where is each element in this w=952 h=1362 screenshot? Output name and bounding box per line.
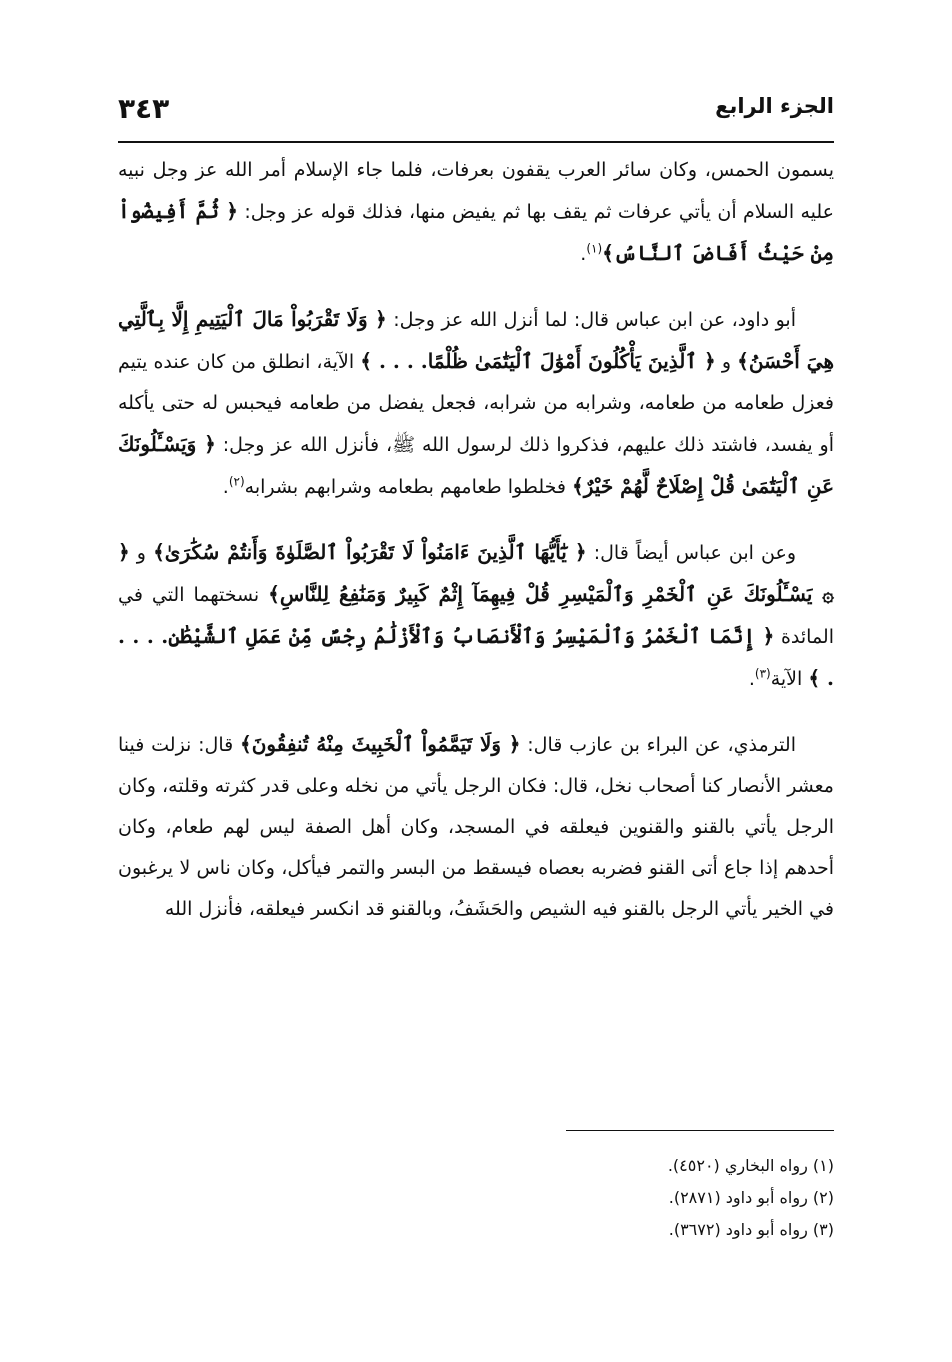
paragraph [118,724,834,930]
footnote-ref: (٢) [228,474,245,489]
part-title: الجزء الرابع [715,94,834,118]
footnote-rule [566,1130,834,1131]
header-rule [118,141,834,143]
text-run: الترمذي، عن البراء بن عازب قال: [520,734,796,756]
paragraph [118,299,834,508]
quran-verse: ﴿ يَٰٓأَيُّهَا ٱلَّذِينَ ءَامَنُواْ لَا تَقْرَبُواْ ٱلصَّلَوٰةَ وَأَنتُمْ سُكَٰرَىٰ﴾ [153,540,587,564]
text-run: الآية [770,668,809,690]
quran-verse: ﴿ ٱلَّذِينَ يَأْكُلُونَ أَمْوَٰلَ ٱلْيَتَٰمَىٰ ظُلْمًا. . . . ﴾ [360,349,716,373]
footnote: (٢) رواه أبو داود (٢٨٧١). [668,1188,834,1207]
quran-verse: ﴿ إِنَّمَا ٱلْخَمْرُ وَٱلْمَيْسِرُ وَٱلْأَنصَابُ وَٱلْأَزْلَٰمُ رِجْسٌ مِّنْ عَمَلِ ٱلشَّيْطَٰنِ. . . . . ﴾ [118,624,834,690]
page-header [118,92,834,132]
footnote-ref: (١) [586,241,603,256]
text-run: و [129,542,154,564]
text-run: . [580,243,587,265]
text-run: قال: نزلت فينا معشر الأنصار كنا أصحاب نخل، قال: فكان الرجل يأتي من نخله وعلى قدر كثرته وقلته، وكان الرجل يأتي بالقنو والقنوين فيعلقه في المسجد، وكان أهل الصفة ليس لهم طعام، وكان أحدهم إذا جاع أتى القنو فضربه بعصاه فيسقط من البسر والتمر فيأكل، وكان ناس لا يرغبون في الخير يأتي الرجل بالقنو فيه الشيص والحَشَفُ، وبالقنو قد انكسر فيعلقه، فأنزل الله [118,734,834,920]
quran-verse: ﴿ ۞ يَسْـَٔلُونَكَ عَنِ ٱلْخَمْرِ وَٱلْمَيْسِرِ قُلْ فِيهِمَآ إِثْمٌ كَبِيرٌ وَمَنَٰفِعُ لِلنَّاسِ﴾ [118,540,834,606]
text-run: و [715,351,738,373]
footnote: (٣) رواه أبو داود (٣٦٧٢). [668,1220,834,1239]
text-run: الآية، انطلق من كان عنده يتيم فعزل طعامه من طعامه، وشرابه من شرابه، فجعل يفضل من طعامه فيحبس له حتى يأكله أو يفسد، فاشتد ذلك عليهم، فذكروا ذلك لرسول الله ﷺ، فأنزل الله عز وجل: [118,351,834,456]
quran-verse: ﴿ ثُمَّ أَفِيضُواْ مِنْ حَيْثُ أَفَاضَ ٱلنَّاسُ﴾ [118,199,834,265]
text-run: أبو داود، عن ابن عباس قال: لما أنزل الله عز وجل: [386,309,796,331]
page-number: ٣٤٣ [118,92,170,125]
footnote: (١) رواه البخاري (٤٥٢٠). [667,1156,834,1175]
text-run: يسمون الحمس، وكان سائر العرب يقفون بعرفات، فلما جاء الإسلام أمر الله عز وجل نبيه عليه السلام أن يأتي عرفات ثم يقف بها ثم يفيض منها، فذلك قوله عز وجل: [118,159,834,223]
paragraph [118,150,834,275]
text-run: . [748,668,755,690]
text-run: فخلطوا طعامهم بطعامه وشرابهم بشرابه [244,476,573,498]
quran-verse: ﴿ وَلَا تَقْرَبُواْ مَالَ ٱلْيَتِيمِ إِلَّا بِٱلَّتِي هِيَ أَحْسَنُ﴾ [118,307,835,373]
main-text [118,150,834,954]
text-run: وعن ابن عباس أيضاً قال: [586,542,796,564]
quran-verse: ﴿ وَلَا تَيَمَّمُواْ ٱلْخَبِيثَ مِنْهُ تُنفِقُونَ﴾ [240,732,521,756]
footnotes [118,1150,834,1246]
paragraph [118,532,834,700]
text-run: نسختهما التي في المائدة [118,584,834,648]
quran-verse: ﴿ وَيَسْـَٔلُونَكَ عَنِ ٱلْيَتَٰمَىٰ قُلْ إِصْلَاحٌ لَّهُمْ خَيْرٌ﴾ [118,432,834,498]
text-run: . [222,476,229,498]
footnote-ref: (٣) [754,666,771,681]
